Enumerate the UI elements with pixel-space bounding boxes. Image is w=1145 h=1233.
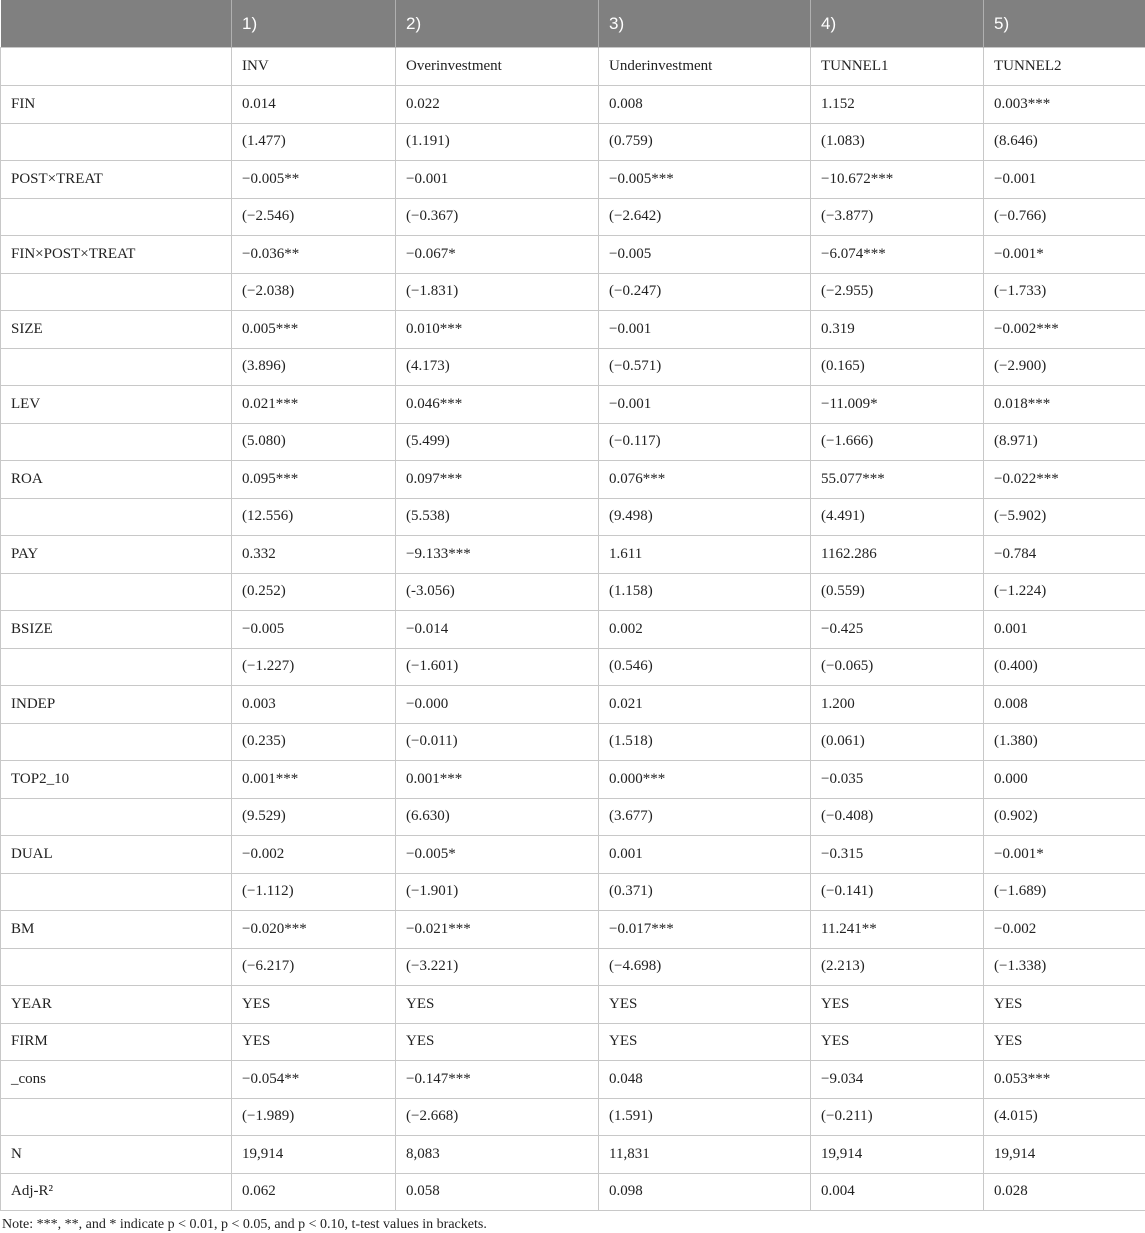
table-row (1, 86, 1145, 124)
value-cell: −0.001 (396, 161, 599, 199)
value-cell: −6.074*** (811, 236, 984, 274)
row-label-cell: INDEP (1, 686, 232, 724)
value-cell: (−1.112) (232, 873, 396, 911)
row-label-cell (1, 798, 232, 836)
header-cell-model-5: 5) (984, 1, 1145, 48)
value-cell: 0.001*** (232, 761, 396, 799)
value-cell: 0.028 (984, 1173, 1145, 1211)
value-cell: YES (599, 1023, 811, 1061)
value-cell: 0.046*** (396, 386, 599, 424)
value-cell: −0.001 (984, 161, 1145, 199)
value-cell: −0.001 (599, 311, 811, 349)
value-cell: (0.252) (232, 573, 396, 611)
value-cell: (4.015) (984, 1098, 1145, 1136)
value-cell: YES (811, 986, 984, 1024)
value-cell: 0.332 (232, 536, 396, 574)
value-cell: (−1.733) (984, 273, 1145, 311)
row-label-cell (1, 348, 232, 386)
value-cell: (5.499) (396, 423, 599, 461)
row-label-cell: TOP2_10 (1, 761, 232, 799)
value-cell: (6.630) (396, 798, 599, 836)
value-cell: (−0.011) (396, 723, 599, 761)
value-cell: (−1.666) (811, 423, 984, 461)
value-cell: (−2.955) (811, 273, 984, 311)
value-cell: (−3.877) (811, 198, 984, 236)
value-cell: −0.000 (396, 686, 599, 724)
value-cell: YES (396, 1023, 599, 1061)
table-row (1, 536, 1145, 574)
table-note: Note: ***, **, and * indicate p < 0.01, p < 0.05, and p < 0.10, t-test values in brackets. (0, 1211, 1145, 1233)
value-cell: (1.518) (599, 723, 811, 761)
value-cell: −0.005** (232, 161, 396, 199)
dependent-var-cell-blank (1, 48, 232, 86)
value-cell: 0.000 (984, 761, 1145, 799)
row-label-cell (1, 123, 232, 161)
value-cell: 0.048 (599, 1061, 811, 1099)
value-cell: −10.672*** (811, 161, 984, 199)
value-cell: (−4.698) (599, 948, 811, 986)
table-row (1, 798, 1145, 836)
value-cell: 19,914 (984, 1136, 1145, 1174)
value-cell: (−2.900) (984, 348, 1145, 386)
row-label-cell: FIN (1, 86, 232, 124)
value-cell: −0.001* (984, 836, 1145, 874)
value-cell: (0.061) (811, 723, 984, 761)
table-row (1, 948, 1145, 986)
value-cell: 1.200 (811, 686, 984, 724)
value-cell: (4.491) (811, 498, 984, 536)
value-cell: −0.014 (396, 611, 599, 649)
dependent-var-cell: Overinvestment (396, 48, 599, 86)
value-cell: 11,831 (599, 1136, 811, 1174)
table-row (1, 311, 1145, 349)
value-cell: 0.021 (599, 686, 811, 724)
value-cell: −0.002*** (984, 311, 1145, 349)
value-cell: 0.008 (984, 686, 1145, 724)
value-cell: 0.062 (232, 1173, 396, 1211)
value-cell: YES (232, 1023, 396, 1061)
value-cell: (−0.571) (599, 348, 811, 386)
table-row (1, 123, 1145, 161)
value-cell: 0.002 (599, 611, 811, 649)
value-cell: (−1.224) (984, 573, 1145, 611)
value-cell: (0.546) (599, 648, 811, 686)
value-cell: 1162.286 (811, 536, 984, 574)
value-cell: −0.425 (811, 611, 984, 649)
value-cell: (−0.065) (811, 648, 984, 686)
value-cell: (0.400) (984, 648, 1145, 686)
value-cell: 0.053*** (984, 1061, 1145, 1099)
value-cell: −0.005 (599, 236, 811, 274)
table-row (1, 1173, 1145, 1211)
value-cell: 0.095*** (232, 461, 396, 499)
value-cell: 0.319 (811, 311, 984, 349)
row-label-cell: YEAR (1, 986, 232, 1024)
value-cell: (1.083) (811, 123, 984, 161)
value-cell: (−0.247) (599, 273, 811, 311)
value-cell: (12.556) (232, 498, 396, 536)
dependent-variable-row (1, 48, 1145, 86)
value-cell: (−1.901) (396, 873, 599, 911)
value-cell: (5.538) (396, 498, 599, 536)
value-cell: −0.005*** (599, 161, 811, 199)
value-cell: 19,914 (811, 1136, 984, 1174)
value-cell: −0.067* (396, 236, 599, 274)
value-cell: (−1.338) (984, 948, 1145, 986)
table-row (1, 198, 1145, 236)
value-cell: 0.001 (599, 836, 811, 874)
row-label-cell (1, 723, 232, 761)
table-row (1, 873, 1145, 911)
row-label-cell: Adj-R² (1, 1173, 232, 1211)
row-label-cell (1, 273, 232, 311)
value-cell: 0.076*** (599, 461, 811, 499)
value-cell: (8.971) (984, 423, 1145, 461)
value-cell: (−0.408) (811, 798, 984, 836)
table-row (1, 723, 1145, 761)
value-cell: (9.498) (599, 498, 811, 536)
value-cell: 0.058 (396, 1173, 599, 1211)
row-label-cell: PAY (1, 536, 232, 574)
dependent-var-cell: TUNNEL1 (811, 48, 984, 86)
value-cell: (−1.601) (396, 648, 599, 686)
value-cell: −0.036** (232, 236, 396, 274)
value-cell: −0.017*** (599, 911, 811, 949)
value-cell: 0.018*** (984, 386, 1145, 424)
table-row (1, 836, 1145, 874)
value-cell: −9.034 (811, 1061, 984, 1099)
row-label-cell: POST×TREAT (1, 161, 232, 199)
value-cell: (−1.831) (396, 273, 599, 311)
value-cell: −0.315 (811, 836, 984, 874)
value-cell: (1.158) (599, 573, 811, 611)
row-label-cell: FIN×POST×TREAT (1, 236, 232, 274)
value-cell: −0.002 (984, 911, 1145, 949)
row-label-cell (1, 573, 232, 611)
row-label-cell (1, 648, 232, 686)
row-label-cell: N (1, 1136, 232, 1174)
value-cell: −0.020*** (232, 911, 396, 949)
header-cell-model-1: 1) (232, 1, 396, 48)
value-cell: YES (599, 986, 811, 1024)
row-label-cell (1, 498, 232, 536)
table-row (1, 498, 1145, 536)
value-cell: 0.004 (811, 1173, 984, 1211)
value-cell: (−1.689) (984, 873, 1145, 911)
table-row (1, 573, 1145, 611)
table-row (1, 461, 1145, 499)
value-cell: 0.000*** (599, 761, 811, 799)
value-cell: 19,914 (232, 1136, 396, 1174)
value-cell: −9.133*** (396, 536, 599, 574)
value-cell: (3.677) (599, 798, 811, 836)
value-cell: YES (811, 1023, 984, 1061)
value-cell: −0.002 (232, 836, 396, 874)
value-cell: (−2.668) (396, 1098, 599, 1136)
value-cell: (9.529) (232, 798, 396, 836)
table-row (1, 161, 1145, 199)
value-cell: 1.152 (811, 86, 984, 124)
table-row (1, 236, 1145, 274)
table-header-row (1, 1, 1145, 48)
value-cell: 55.077*** (811, 461, 984, 499)
table-row (1, 761, 1145, 799)
value-cell: 0.001 (984, 611, 1145, 649)
value-cell: 0.022 (396, 86, 599, 124)
table-row (1, 1023, 1145, 1061)
table-row (1, 611, 1145, 649)
value-cell: YES (984, 986, 1145, 1024)
row-label-cell: DUAL (1, 836, 232, 874)
table-row (1, 911, 1145, 949)
value-cell: −0.021*** (396, 911, 599, 949)
value-cell: −11.009* (811, 386, 984, 424)
value-cell: 1.611 (599, 536, 811, 574)
table-row (1, 1136, 1145, 1174)
value-cell: −0.022*** (984, 461, 1145, 499)
value-cell: (−2.038) (232, 273, 396, 311)
row-label-cell: SIZE (1, 311, 232, 349)
value-cell: −0.035 (811, 761, 984, 799)
value-cell: YES (984, 1023, 1145, 1061)
dependent-var-cell: Underinvestment (599, 48, 811, 86)
value-cell: 0.097*** (396, 461, 599, 499)
row-label-cell: LEV (1, 386, 232, 424)
value-cell: (8.646) (984, 123, 1145, 161)
value-cell: −0.001 (599, 386, 811, 424)
table-row (1, 986, 1145, 1024)
row-label-cell: BSIZE (1, 611, 232, 649)
row-label-cell (1, 198, 232, 236)
value-cell: (−2.546) (232, 198, 396, 236)
value-cell: −0.001* (984, 236, 1145, 274)
row-label-cell (1, 873, 232, 911)
value-cell: −0.784 (984, 536, 1145, 574)
value-cell: 0.005*** (232, 311, 396, 349)
value-cell: (2.213) (811, 948, 984, 986)
value-cell: 0.010*** (396, 311, 599, 349)
row-label-cell (1, 423, 232, 461)
value-cell: 0.021*** (232, 386, 396, 424)
value-cell: 0.008 (599, 86, 811, 124)
header-cell-model-2: 2) (396, 1, 599, 48)
row-label-cell: _cons (1, 1061, 232, 1099)
value-cell: (−0.117) (599, 423, 811, 461)
table-row (1, 686, 1145, 724)
table-row (1, 348, 1145, 386)
row-label-cell: ROA (1, 461, 232, 499)
value-cell: (1.191) (396, 123, 599, 161)
row-label-cell (1, 1098, 232, 1136)
value-cell: 11.241** (811, 911, 984, 949)
value-cell: (−0.141) (811, 873, 984, 911)
value-cell: (−0.766) (984, 198, 1145, 236)
value-cell: YES (232, 986, 396, 1024)
value-cell: (−0.367) (396, 198, 599, 236)
dependent-var-cell: INV (232, 48, 396, 86)
value-cell: (-3.056) (396, 573, 599, 611)
value-cell: (3.896) (232, 348, 396, 386)
header-cell-model-4: 4) (811, 1, 984, 48)
value-cell: 0.001*** (396, 761, 599, 799)
value-cell: (4.173) (396, 348, 599, 386)
row-label-cell (1, 948, 232, 986)
value-cell: 0.003 (232, 686, 396, 724)
value-cell: 8,083 (396, 1136, 599, 1174)
value-cell: (−5.902) (984, 498, 1145, 536)
table-row (1, 1061, 1145, 1099)
value-cell: 0.098 (599, 1173, 811, 1211)
value-cell: (1.591) (599, 1098, 811, 1136)
value-cell: (0.165) (811, 348, 984, 386)
value-cell: (−3.221) (396, 948, 599, 986)
header-cell-model-3: 3) (599, 1, 811, 48)
value-cell: (5.080) (232, 423, 396, 461)
value-cell: (0.759) (599, 123, 811, 161)
value-cell: YES (396, 986, 599, 1024)
row-label-cell: BM (1, 911, 232, 949)
value-cell: (1.477) (232, 123, 396, 161)
value-cell: (−2.642) (599, 198, 811, 236)
value-cell: 0.003*** (984, 86, 1145, 124)
table-row (1, 386, 1145, 424)
dependent-var-cell: TUNNEL2 (984, 48, 1145, 86)
value-cell: (0.559) (811, 573, 984, 611)
value-cell: (0.371) (599, 873, 811, 911)
value-cell: −0.054** (232, 1061, 396, 1099)
value-cell: (0.235) (232, 723, 396, 761)
value-cell: 0.014 (232, 86, 396, 124)
value-cell: −0.005* (396, 836, 599, 874)
value-cell: (0.902) (984, 798, 1145, 836)
value-cell: (−1.227) (232, 648, 396, 686)
header-cell-blank (1, 1, 232, 48)
table-row (1, 1098, 1145, 1136)
value-cell: −0.005 (232, 611, 396, 649)
value-cell: (1.380) (984, 723, 1145, 761)
row-label-cell: FIRM (1, 1023, 232, 1061)
value-cell: (−0.211) (811, 1098, 984, 1136)
value-cell: (−1.989) (232, 1098, 396, 1136)
value-cell: (−6.217) (232, 948, 396, 986)
value-cell: −0.147*** (396, 1061, 599, 1099)
table-row (1, 423, 1145, 461)
table-row (1, 273, 1145, 311)
table-row (1, 648, 1145, 686)
